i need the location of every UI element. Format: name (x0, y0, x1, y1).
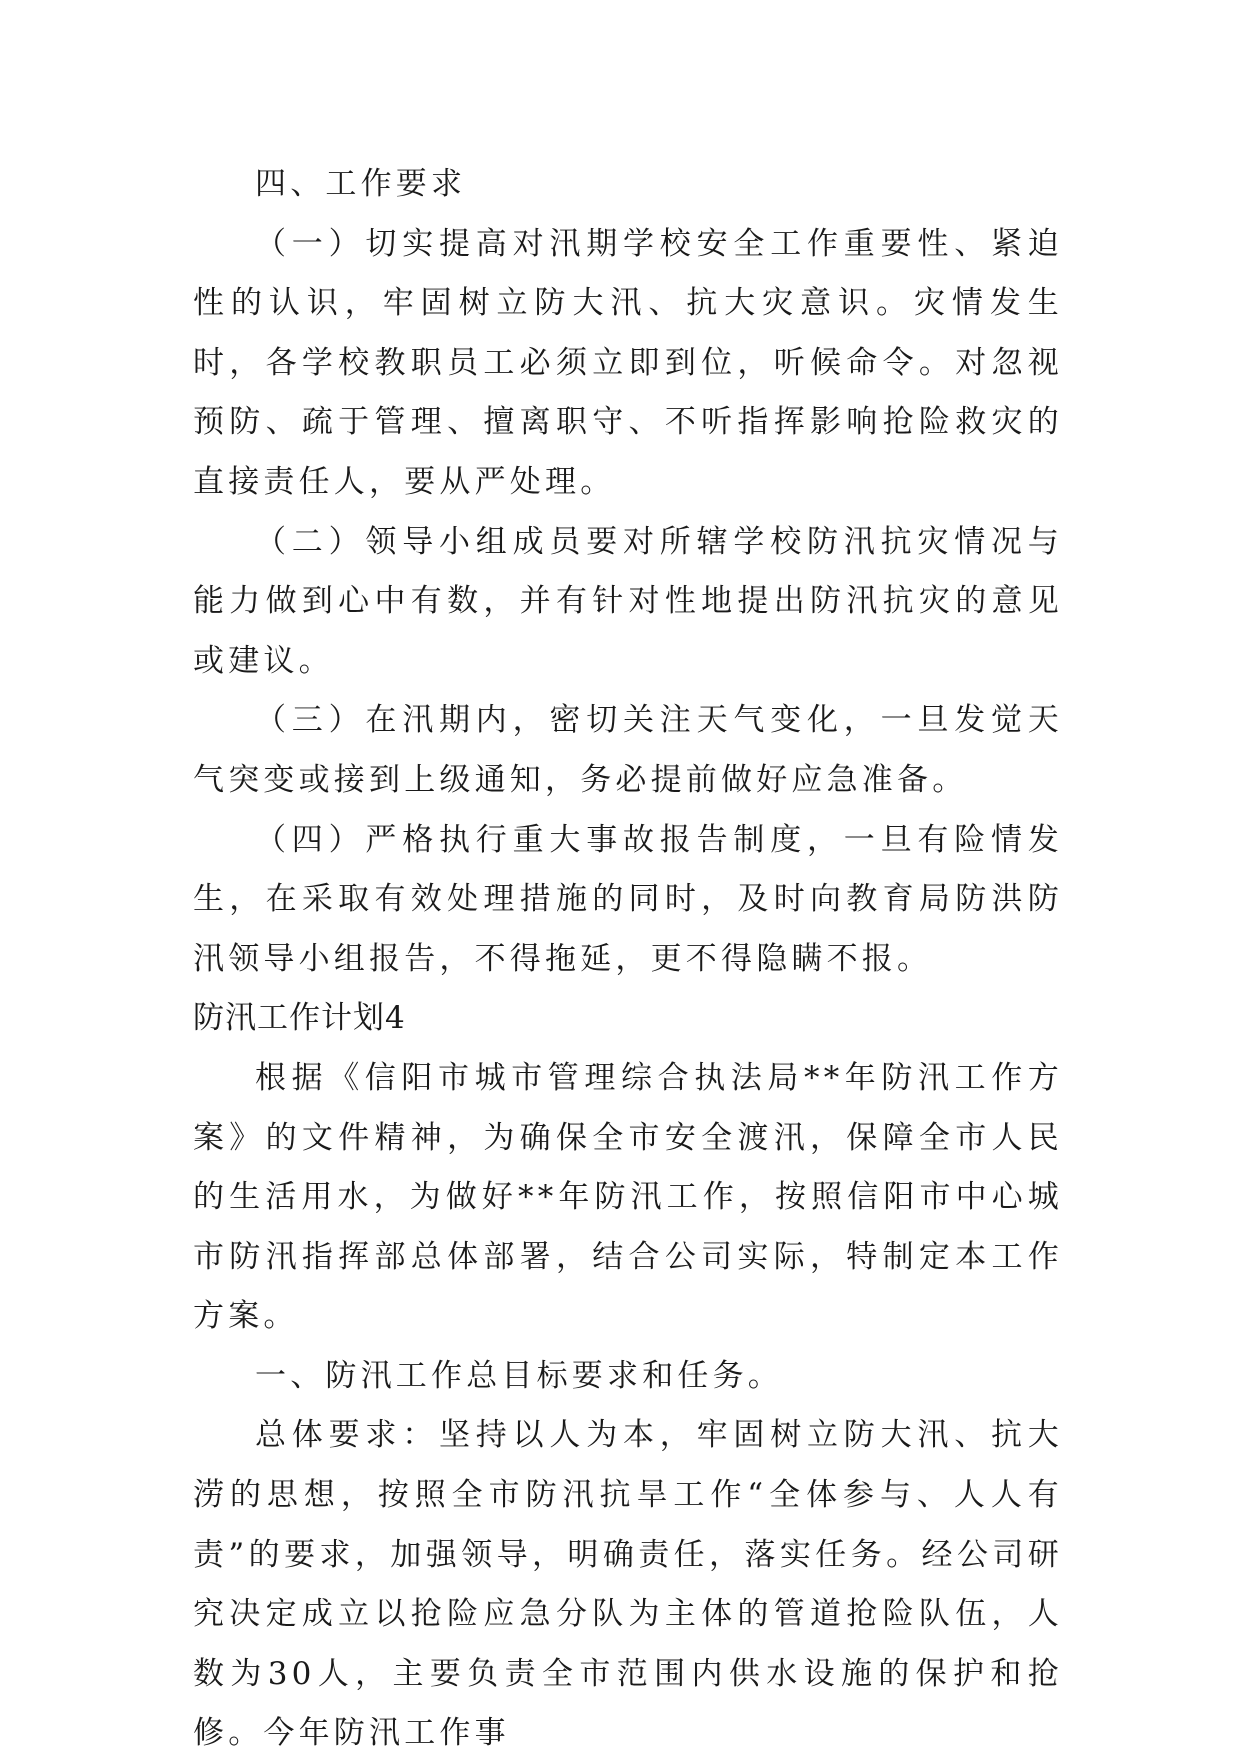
paragraph-plan-intro: 根据《信阳市城市管理综合执法局**年防汛工作方案》的文件精神，为确保全市安全渡汛，保障全市人民的生活用水，为做好**年防汛工作，按照信阳市中心城市防汛指挥部总体部署，结合公司实际，特制定本工作方案。 (193, 1059, 1063, 1335)
plan-title: 防汛工作计划4 (193, 1000, 406, 1037)
paragraph-requirement-3: （三）在汛期内，密切关注天气变化，一旦发觉天气突变或接到上级通知，务必提前做好应急准备。 (193, 702, 1063, 798)
paragraph-requirement-2: （二）领导小组成员要对所辖学校防汛抗灾情况与能力做到心中有数，并有针对性地提出防汛抗灾的意见或建议。 (193, 523, 1063, 679)
section-heading-goals: 一、防汛工作总目标要求和任务。 (255, 1357, 783, 1394)
paragraph-requirement-1: （一）切实提高对汛期学校安全工作重要性、紧迫性的认识，牢固树立防大汛、抗大灾意识。灾情发生时，各学校教职员工必须立即到位，听候命令。对忽视预防、疏于管理、擅离职守、不听指挥影响抢险救灾的直接责任人，要从严处理。 (193, 225, 1063, 500)
document-body (193, 155, 1063, 1764)
paragraph-requirement-4: （四）严格执行重大事故报告制度，一旦有险情发生，在采取有效处理措施的同时，及时向教育局防洪防汛领导小组报告，不得拖延，更不得隐瞒不报。 (193, 821, 1063, 977)
section-heading-work-requirements: 四、工作要求 (255, 166, 467, 202)
paragraph-overall-requirements: 总体要求：坚持以人为本，牢固树立防大汛、抗大涝的思想，按照全市防汛抗旱工作“全体参与、人人有责”的要求，加强领导，明确责任，落实任务。经公司研究决定成立以抢险应急分队为主体的管道抢险队伍，人数为30人，主要负责全市范围内供水设施的保护和抢修。今年防汛工作事 (193, 1417, 1063, 1752)
